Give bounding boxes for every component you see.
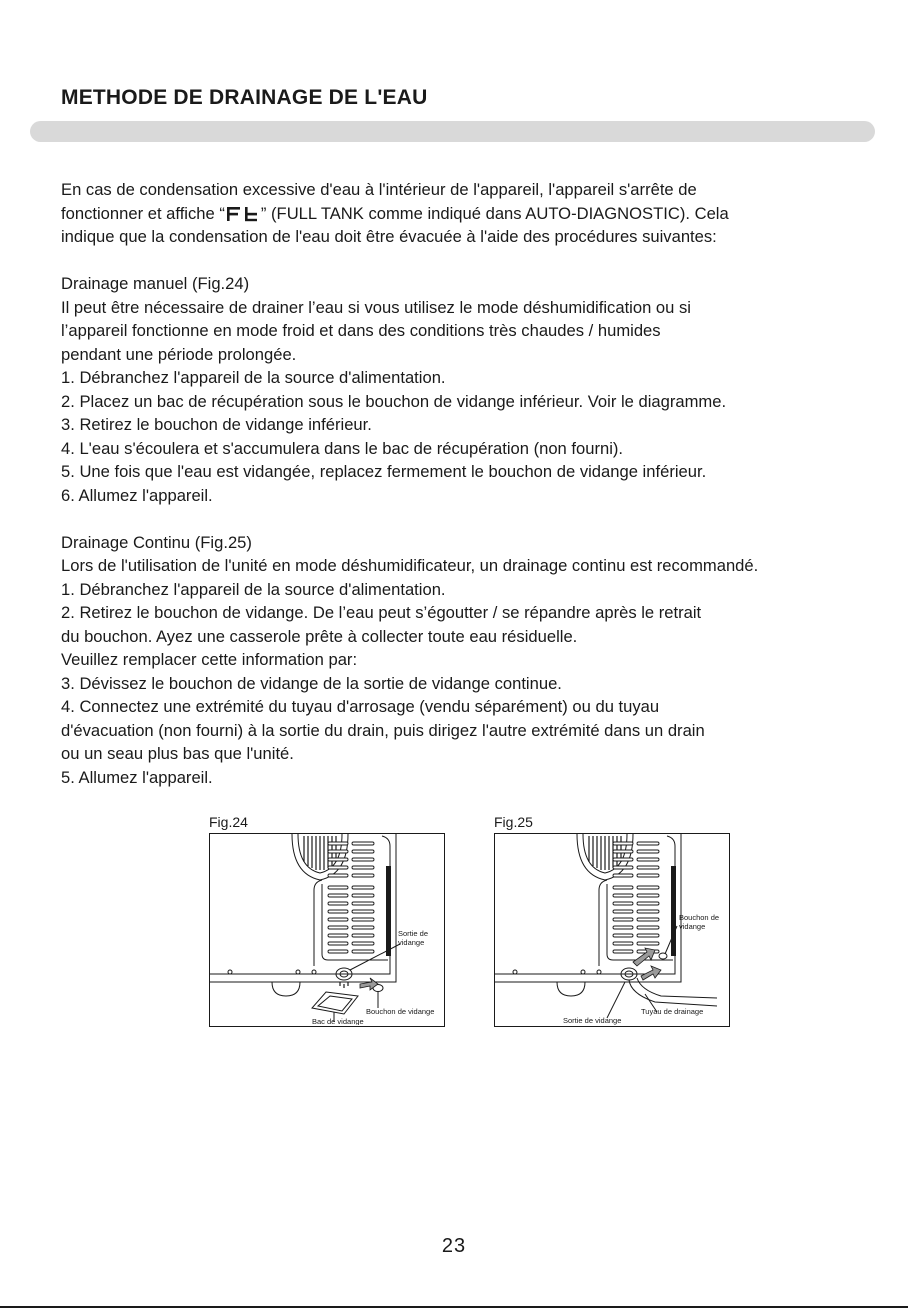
- intro-line-1: En cas de condensation excessive d'eau à l'intérieur de l'appareil, l'appareil s'arrête de: [61, 180, 697, 199]
- continuous-line: 2. Retirez le bouchon de vidange. De l’eau peut s’égoutter / se répandre après le retrait: [61, 603, 702, 622]
- page-title: METHODE DE DRAINAGE DE L'EAU: [61, 86, 428, 109]
- body-text: [61, 178, 891, 789]
- continuous-heading: Drainage Continu (Fig.25): [61, 532, 252, 552]
- manual-desc-line: pendant une période prolongée.: [61, 344, 297, 364]
- manual-heading: Drainage manuel (Fig.24): [61, 274, 250, 293]
- manual-step: 6. Allumez l'appareil.: [61, 485, 213, 505]
- continuous-line: 4. Connectez une extrémité du tuyau d'arrosage (vendu séparément) ou du tuyau: [61, 697, 660, 716]
- manual-step: 2. Placez un bac de récupération sous le bouchon de vidange inférieur. Voir le diagramme.: [61, 391, 727, 411]
- fig25-callout-plug-line-2: vidange: [679, 922, 706, 931]
- manual-step: 5. Une fois que l'eau est vidangée, replacez fermement le bouchon de vidange inférieur.: [61, 462, 707, 481]
- fig25-callout-outlet: Sortie de vidange: [563, 1016, 622, 1025]
- fig24-callout-plug: Bouchon de vidange: [366, 1007, 435, 1016]
- continuous-desc: Lors de l'utilisation de l'unité en mode déshumidificateur, un drainage continu est recommandé.: [61, 556, 759, 575]
- continuous-line: ou un seau plus bas que l'unité.: [61, 744, 294, 763]
- fig25-label: Fig.25: [494, 814, 533, 830]
- fig24-illustration: [209, 833, 445, 1027]
- fig24-drawing: [210, 834, 443, 1025]
- fig24-callout-outlet-line-1: Sortie de: [398, 929, 429, 938]
- manual-step: 1. Débranchez l'appareil de la source d'alimentation.: [61, 368, 446, 387]
- intro-line-2: [61, 202, 891, 226]
- manual-desc-line: Il peut être nécessaire de drainer l’eau si vous utilisez le mode déshumidification ou si: [61, 297, 691, 317]
- intro-line-2-end: ” (FULL TANK comme indiqué dans AUTO-DIAGNOSTIC). Cela: [260, 203, 729, 223]
- fig25-callout-hose: Tuyau de drainage: [641, 1007, 704, 1016]
- page-number: 23: [441, 1235, 467, 1257]
- ft-segment-display-icon: [226, 206, 260, 222]
- fig24-callout-outlet-line-2: vidange: [398, 938, 425, 947]
- intro-line-3: indique que la condensation de l'eau doit être évacuée à l'aide des procédures suivantes:: [61, 227, 717, 246]
- fig24-callout-pan: Bac de vidange: [312, 1017, 364, 1025]
- fig25-drawing: [495, 834, 728, 1025]
- manual-step: 3. Retirez le bouchon de vidange inférieur.: [61, 415, 372, 434]
- continuous-line: Veuillez remplacer cette information par:: [61, 650, 358, 669]
- fig25-illustration: [494, 833, 730, 1027]
- continuous-line: d'évacuation (non fourni) à la sortie du drain, puis dirigez l'autre extrémité dans un drain: [61, 720, 705, 740]
- continuous-line: du bouchon. Ayez une casserole prête à collecter toute eau résiduelle.: [61, 626, 578, 646]
- continuous-line: 1. Débranchez l'appareil de la source d'alimentation.: [61, 579, 446, 599]
- bottom-rule: [0, 1306, 908, 1308]
- fig25-callout-plug-line-1: Bouchon de: [679, 913, 720, 922]
- title-underline-bar: [30, 121, 875, 142]
- intro-line-2-start: fonctionner et affiche “: [61, 203, 225, 223]
- continuous-line: 5. Allumez l'appareil.: [61, 767, 213, 787]
- continuous-line: 3. Dévissez le bouchon de vidange de la sortie de vidange continue.: [61, 673, 562, 693]
- fig24-label: Fig.24: [209, 814, 248, 830]
- manual-step: 4. L'eau s'écoulera et s'accumulera dans le bac de récupération (non fourni).: [61, 438, 624, 458]
- manual-desc-line: l’appareil fonctionne en mode froid et dans des conditions très chaudes / humides: [61, 321, 661, 340]
